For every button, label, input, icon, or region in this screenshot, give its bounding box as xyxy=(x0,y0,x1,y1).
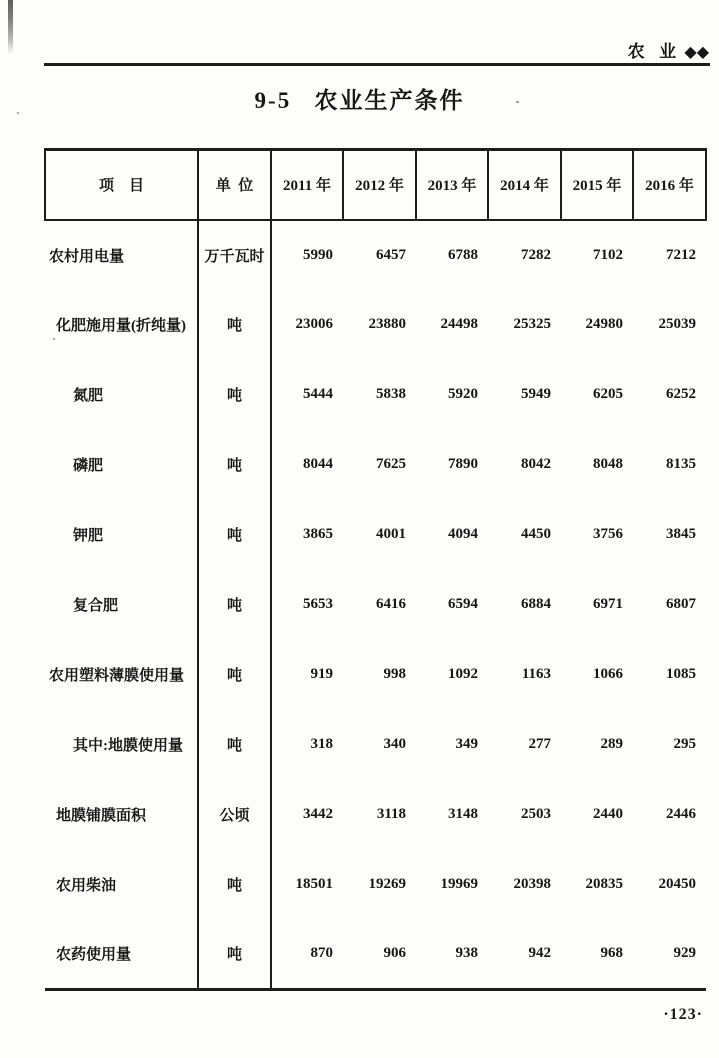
table-header-row xyxy=(45,150,706,220)
row-value-2015 年: 3756 xyxy=(593,526,623,542)
table-row xyxy=(45,360,706,430)
row-value-2013 年: 6788 xyxy=(448,246,478,263)
row-value-2011 年: 8044 xyxy=(303,456,333,472)
row-unit: 吨 xyxy=(198,290,271,360)
page-number: ·123· xyxy=(663,1006,703,1023)
row-value-2014 年: 1163 xyxy=(521,666,551,682)
table-row xyxy=(45,500,706,570)
row-value-2014 年: 5949 xyxy=(521,386,551,402)
row-item-label: 农用柴油 xyxy=(56,878,117,894)
row-value-2015 年: 968 xyxy=(600,945,623,962)
row-value-2011 年: 318 xyxy=(310,736,333,752)
row-value-2011 年: 5990 xyxy=(303,246,333,263)
table-row xyxy=(45,640,706,710)
row-value-2012 年: 3118 xyxy=(376,806,406,822)
column-header-6: 2015 年 xyxy=(561,150,633,220)
row-value-2016 年: 8135 xyxy=(666,456,696,472)
scan-smudge-artifact xyxy=(8,0,13,54)
row-item-label: 农用塑料薄膜使用量 xyxy=(49,668,185,684)
row-unit: 吨 xyxy=(198,430,271,500)
row-unit: 吨 xyxy=(198,360,271,430)
row-value-2011 年: 23006 xyxy=(295,316,333,332)
column-header-2: 2011 年 xyxy=(271,150,343,220)
row-value-2016 年: 1085 xyxy=(666,666,696,682)
row-value-2012 年: 19269 xyxy=(368,876,406,892)
column-header-0: 项 目 xyxy=(45,150,198,220)
row-value-2012 年: 998 xyxy=(383,666,406,682)
row-value-2013 年: 938 xyxy=(455,945,478,962)
row-unit: 公顷 xyxy=(198,780,271,850)
row-value-2013 年: 19969 xyxy=(440,876,478,892)
table-row xyxy=(45,710,706,780)
row-value-2014 年: 2503 xyxy=(521,806,551,822)
column-header-7: 2016 年 xyxy=(633,150,706,220)
row-value-2013 年: 7890 xyxy=(448,456,478,472)
row-value-2016 年: 3845 xyxy=(666,526,696,542)
table-row xyxy=(45,220,706,290)
row-value-2016 年: 7212 xyxy=(666,246,696,263)
column-header-4: 2013 年 xyxy=(416,150,488,220)
row-value-2011 年: 919 xyxy=(310,666,333,682)
column-header-1: 单 位 xyxy=(198,150,271,220)
row-value-2012 年: 7625 xyxy=(376,456,406,472)
row-value-2011 年: 3442 xyxy=(303,806,333,822)
row-value-2016 年: 25039 xyxy=(658,316,696,332)
row-value-2012 年: 6416 xyxy=(376,596,406,612)
row-value-2014 年: 7282 xyxy=(521,246,551,263)
row-value-2013 年: 349 xyxy=(455,736,478,752)
row-value-2014 年: 942 xyxy=(528,945,551,962)
row-value-2013 年: 5920 xyxy=(448,386,478,402)
row-value-2016 年: 6252 xyxy=(666,386,696,402)
row-item-label: 地膜铺膜面积 xyxy=(56,808,147,824)
row-value-2015 年: 8048 xyxy=(593,456,623,472)
row-item-label: 其中:地膜使用量 xyxy=(73,738,183,754)
row-unit: 吨 xyxy=(198,710,271,780)
row-value-2015 年: 20835 xyxy=(585,876,623,892)
row-value-2016 年: 20450 xyxy=(658,876,696,892)
row-unit: 吨 xyxy=(198,920,271,990)
chapter-title: 农 业 xyxy=(627,42,685,61)
row-value-2013 年: 24498 xyxy=(440,316,478,332)
row-unit: 吨 xyxy=(198,850,271,920)
row-value-2013 年: 4094 xyxy=(448,526,478,542)
table-body xyxy=(45,220,706,990)
row-value-2014 年: 8042 xyxy=(521,456,551,472)
row-value-2016 年: 295 xyxy=(673,736,696,752)
row-value-2015 年: 6971 xyxy=(593,596,623,612)
row-value-2012 年: 4001 xyxy=(376,526,406,542)
row-unit: 万千瓦时 xyxy=(198,220,271,290)
row-unit: 吨 xyxy=(198,500,271,570)
row-value-2012 年: 6457 xyxy=(376,246,406,263)
page-title: 9-5 农业生产条件 xyxy=(254,88,465,113)
row-item-label: 农药使用量 xyxy=(56,947,132,964)
row-value-2012 年: 23880 xyxy=(368,316,406,332)
row-value-2016 年: 6807 xyxy=(666,596,696,612)
table-row xyxy=(45,780,706,850)
row-value-2013 年: 3148 xyxy=(448,806,478,822)
row-value-2016 年: 2446 xyxy=(666,806,696,822)
row-value-2011 年: 870 xyxy=(310,945,333,962)
row-unit: 吨 xyxy=(198,570,271,640)
row-value-2011 年: 3865 xyxy=(303,526,333,542)
row-value-2014 年: 4450 xyxy=(521,526,551,542)
row-value-2016 年: 929 xyxy=(673,945,696,962)
row-value-2015 年: 289 xyxy=(600,736,623,752)
header-rule xyxy=(44,63,710,66)
diamond-icons: ◆◆ xyxy=(684,42,709,61)
column-header-5: 2014 年 xyxy=(488,150,561,220)
row-item-label: 磷肥 xyxy=(73,458,104,474)
table-row xyxy=(45,290,706,360)
row-item-label: 氮肥 xyxy=(73,388,104,404)
row-value-2013 年: 6594 xyxy=(448,596,478,612)
row-value-2014 年: 6884 xyxy=(521,596,551,612)
row-unit: 吨 xyxy=(198,640,271,710)
row-value-2014 年: 25325 xyxy=(513,316,551,332)
table-row xyxy=(45,850,706,920)
row-value-2011 年: 18501 xyxy=(295,876,333,892)
row-value-2014 年: 277 xyxy=(528,736,551,752)
column-header-3: 2012 年 xyxy=(343,150,416,220)
row-value-2015 年: 7102 xyxy=(593,246,623,263)
row-value-2011 年: 5653 xyxy=(303,596,333,612)
row-item-label: 化肥施用量(折纯量) xyxy=(56,318,186,334)
chapter-header xyxy=(628,37,709,62)
row-item-label: 农村用电量 xyxy=(49,248,125,265)
row-value-2011 年: 5444 xyxy=(303,386,333,402)
row-value-2015 年: 24980 xyxy=(585,316,623,332)
table-row xyxy=(45,430,706,500)
row-value-2015 年: 1066 xyxy=(593,666,623,682)
row-value-2012 年: 340 xyxy=(383,736,406,752)
row-item-label: 复合肥 xyxy=(73,598,119,614)
row-value-2012 年: 906 xyxy=(383,945,406,962)
row-value-2013 年: 1092 xyxy=(448,666,478,682)
production-conditions-table xyxy=(44,148,707,991)
row-value-2015 年: 6205 xyxy=(593,386,623,402)
row-value-2012 年: 5838 xyxy=(376,386,406,402)
table-row xyxy=(45,920,706,990)
row-value-2014 年: 20398 xyxy=(513,876,551,892)
table-row xyxy=(45,570,706,640)
row-item-label: 钾肥 xyxy=(73,528,104,544)
row-value-2015 年: 2440 xyxy=(593,806,623,822)
